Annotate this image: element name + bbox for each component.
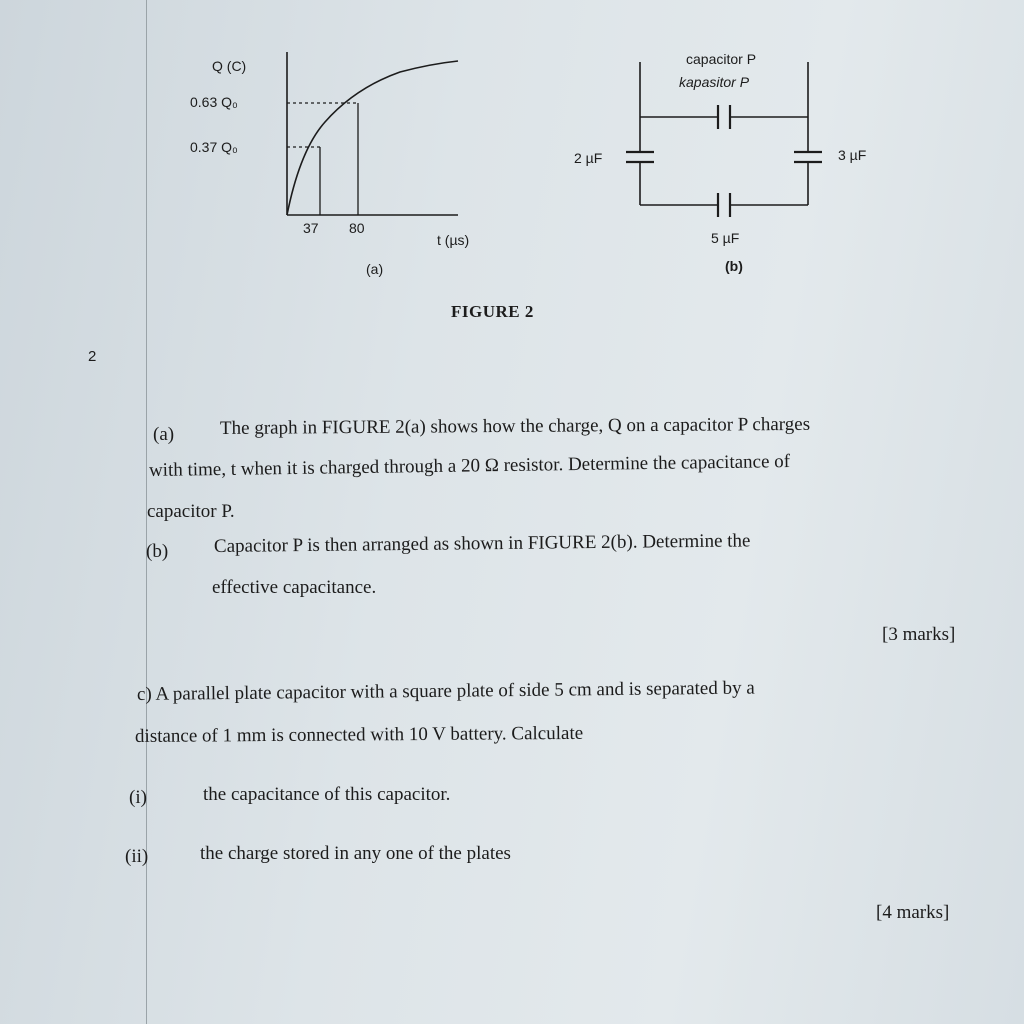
marks-3: [3 marks] [882,624,956,645]
figure-2b-caption: (b) [725,258,743,274]
tick-label-037: 0.37 Q₀ [190,139,238,155]
y-axis-label: Q (C) [212,58,247,74]
part-a-line-2: with time, t when it is charged through a 20 Ω resistor. Determine the capacitance of [148,451,791,481]
part-ci-text: the capacitance of this capacitor. [203,784,451,805]
cap-2uF-label: 2 µF [574,150,603,166]
part-c-line-1: c) A parallel plate capacitor with a square plate of side 5 cm and is separated by a [136,677,755,705]
figure-2b-circuit [0,0,1024,340]
part-b-line-2: effective capacitance. [212,577,377,598]
kapasitor-p-label: kapasitor P [679,74,750,90]
part-cii-text: the charge stored in any one of the plates [200,843,511,864]
question-number: 2 [88,348,97,365]
figure-title: FIGURE 2 [451,302,534,321]
part-b-label: (b) [146,541,169,562]
part-b-line-1: Capacitor P is then arranged as shown in FIGURE 2(b). Determine the [213,530,751,557]
part-ci-label: (i) [129,787,147,808]
capacitor-p-label: capacitor P [686,51,757,67]
x-tick-37: 37 [303,220,319,236]
x-tick-80: 80 [349,220,365,236]
part-a-line-1: The graph in FIGURE 2(a) shows how the charge, Q on a capacitor P charges [219,413,811,439]
cap-3uF-label: 3 µF [838,147,867,163]
part-cii-label: (ii) [125,846,149,867]
part-a-label: (a) [153,424,175,445]
part-a-line-3: capacitor P. [147,501,235,522]
marks-4: [4 marks] [876,902,950,923]
figure-2a-caption: (a) [366,261,384,277]
tick-label-063: 0.63 Q₀ [190,94,238,110]
cap-5uF-label: 5 µF [711,230,740,246]
x-axis-label: t (µs) [437,232,470,248]
part-c-line-2: distance of 1 mm is connected with 10 V battery. Calculate [134,722,584,747]
